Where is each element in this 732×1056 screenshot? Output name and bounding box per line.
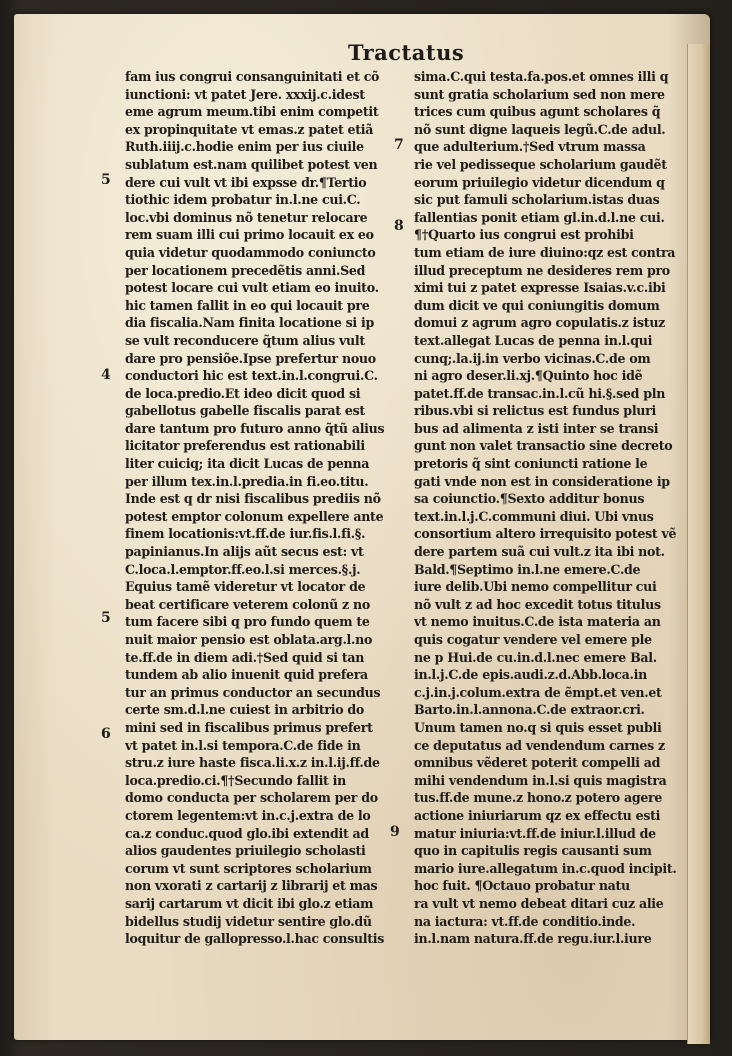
- text-line: ctorem legentem:vt in.c.j.extra de lo: [125, 807, 371, 823]
- text-line: sic put famuli scholarium.istas duas: [414, 192, 660, 208]
- text-line: ¶†Quarto ius congrui est prohibi: [414, 227, 634, 243]
- text-line: Unum tamen no.q si quis esset publi: [414, 719, 662, 735]
- text-line: ni agro deser.li.xj.¶Quinto hoc idẽ: [414, 368, 643, 384]
- text-line: se vult reconducere q̃tum alius vult: [125, 332, 365, 348]
- page-edge: [687, 44, 710, 1044]
- text-line: illud preceptum ne desideres rem pro: [414, 262, 670, 278]
- text-line: domo conducta per scholarem per do: [125, 790, 378, 806]
- text-line: tiothic idem probatur in.l.ne cui.C.: [125, 192, 361, 208]
- text-line: na iactura: vt.ff.de conditio.inde.: [414, 913, 636, 929]
- text-line: iunctioni: vt patet Jere. xxxij.c.idest: [125, 86, 365, 102]
- marginal-number: 5: [101, 610, 111, 626]
- text-line: dia fiscalia.Nam finita locatione si ip: [125, 315, 374, 331]
- text-line: eme agrum meum.tibi enim competit: [125, 104, 379, 120]
- marginal-number: 8: [394, 218, 404, 234]
- marginal-number: 5: [101, 172, 111, 188]
- text-line: hoc fuit. ¶Octauo probatur natu: [414, 878, 630, 894]
- text-line: nõ vult z ad hoc excedit totus titulus: [414, 596, 661, 612]
- text-line: vt patet in.l.si tempora.C.de fide in: [125, 737, 361, 753]
- text-line: dare tantum pro futuro anno q̃tũ alius: [125, 420, 385, 436]
- text-line: text.allegat Lucas de penna in.l.qui: [414, 332, 653, 348]
- text-line: fam ius congrui consanguinitati et cõ: [125, 69, 380, 84]
- text-line: tus.ff.de mune.z hono.z potero agere: [414, 790, 663, 806]
- text-line: ximi tui z patet expresse Isaias.v.c.ibi: [414, 280, 666, 296]
- marginal-number: 4: [101, 367, 111, 383]
- text-line: rie vel pedisseque scholarium gaudẽt: [414, 156, 667, 172]
- text-line: domui z agrum agro copulatis.z istuz: [414, 315, 666, 331]
- text-line: gabellotus gabelle fiscalis parat est: [125, 403, 365, 419]
- text-line: dere partem suã cui vult.z ita ibi not.: [414, 544, 665, 560]
- text-line: matur iniuria:vt.ff.de iniur.l.illud de: [414, 825, 656, 841]
- text-line: sunt gratia scholarium sed non mere: [414, 86, 665, 102]
- marginal-number: 9: [390, 824, 400, 840]
- text-line: beat certificare veterem colonũ z no: [125, 596, 370, 612]
- text-line: dum dicit ve qui coniungitis domum: [414, 297, 660, 313]
- text-line: potest locare cui vult etiam eo inuito.: [125, 280, 379, 296]
- text-line: non vxorati z cartarij z librarij et mas: [125, 878, 378, 894]
- left-text-column: [125, 68, 387, 948]
- text-line: finem locationis:vt.ff.de iur.fis.l.fi.§.: [125, 526, 366, 542]
- text-line: patet.ff.de transac.in.l.cũ hi.§.sed pln: [414, 385, 666, 401]
- text-line: text.in.l.j.C.communi diui. Ubi vnus: [414, 508, 654, 524]
- text-line: Bald.¶Septimo in.l.ne emere.C.de: [414, 561, 641, 577]
- text-line: C.loca.l.emptor.ff.eo.l.si merces.§.j.: [125, 561, 361, 577]
- text-line: mini sed in fiscalibus primus prefert: [125, 719, 373, 735]
- text-line: stru.z iure haste fisca.li.x.z in.l.ij.ff.de: [125, 755, 380, 771]
- text-line: ex propinquitate vt emas.z patet etiã: [125, 121, 374, 137]
- text-line: nuit maior pensio est oblata.arg.l.no: [125, 632, 373, 647]
- text-line: dare pro pensiõe.Ipse prefertur nouo: [125, 350, 376, 366]
- text-line: te.ff.de in diem adi.†Sed quid si tan: [125, 649, 365, 665]
- marginal-number: 7: [394, 137, 404, 153]
- text-line: nõ sunt digne laqueis legũ.C.de adul.: [414, 121, 666, 137]
- text-line: cunq;.la.ij.in verbo vicinas.C.de om: [414, 350, 651, 366]
- text-line: ca.z conduc.quod glo.ibi extendit ad: [125, 825, 369, 841]
- text-line: sa coiunctio.¶Sexto additur bonus: [414, 491, 645, 507]
- text-line: bus ad alimenta z isti inter se transi: [414, 420, 659, 436]
- text-line: consortium altero irrequisito potest vẽ: [414, 526, 677, 542]
- text-line: quia videtur quodammodo coniuncto: [125, 244, 376, 260]
- text-line: eorum priuilegio videtur dicendum q: [414, 174, 665, 190]
- text-line: pretoris q̃ sint coniuncti ratione le: [414, 456, 648, 472]
- right-text-column: [414, 68, 682, 948]
- text-line: certe sm.d.l.ne cuiest in arbitrio do: [125, 702, 364, 718]
- text-line: mihi vendendum in.l.si quis magistra: [414, 772, 667, 788]
- text-line: tundem ab alio inuenit quid prefera: [125, 667, 368, 683]
- text-line: gati vnde non est in consideratione ip: [414, 473, 670, 489]
- text-line: licitator preferendus est rationabili: [125, 438, 365, 454]
- text-line: hic tamen fallit in eo qui locauit pre: [125, 297, 370, 313]
- marginal-number: 6: [101, 726, 111, 742]
- text-line: sublatum est.nam quilibet potest ven: [125, 156, 378, 172]
- text-line: bidellus studij videtur sentire glo.dũ: [125, 913, 372, 929]
- text-line: iure delib.Ubi nemo compellitur cui: [414, 579, 657, 595]
- text-line: Equius tamẽ videretur vt locator de: [125, 579, 366, 595]
- text-line: per illum tex.in.l.predia.in fi.eo.titu.: [125, 473, 369, 489]
- text-line: ra vult vt nemo debeat ditari cuz alie: [414, 895, 664, 911]
- text-line: rem suam illi cui primo locauit ex eo: [125, 227, 374, 243]
- text-line: c.j.in.j.colum.extra de ẽmpt.et ven.et: [414, 684, 662, 700]
- text-line: tur an primus conductor an secundus: [125, 684, 381, 700]
- text-line: dere cui vult vt ibi expsse dr.¶Tertio: [125, 174, 367, 190]
- text-line: loc.vbi dominus nõ tenetur relocare: [125, 209, 368, 225]
- text-line: in.l.j.C.de epis.audi.z.d.Abb.loca.in: [414, 667, 647, 683]
- text-line: loca.predio.ci.¶†Secundo fallit in: [125, 772, 346, 788]
- text-line: quo in capitulis regis causanti sum: [414, 843, 652, 859]
- text-line: Inde est q dr nisi fiscalibus prediis nõ: [125, 491, 381, 507]
- text-line: que adulterium.†Sed vtrum massa: [414, 139, 646, 155]
- text-line: gunt non valet transactio sine decreto: [414, 438, 673, 454]
- text-line: conductori hic est text.in.l.congrui.C.: [125, 368, 378, 384]
- text-line: Barto.in.l.annona.C.de extraor.cri.: [414, 702, 645, 718]
- text-line: per locationem precedẽtis anni.Sed: [125, 262, 366, 278]
- text-line: ribus.vbi si relictus est fundus pluri: [414, 403, 656, 419]
- text-line: ce deputatus ad vendendum carnes z: [414, 737, 665, 753]
- text-line: tum etiam de iure diuino:qz est contra: [414, 244, 676, 260]
- text-line: mario iure.allegatum in.c.quod incipit.: [414, 860, 677, 876]
- text-line: omnibus vẽderet poterit compelli ad: [414, 755, 661, 771]
- text-line: sima.C.qui testa.fa.pos.et omnes illi q: [414, 69, 669, 84]
- text-line: loquitur de gallopresso.l.hac consultis: [125, 931, 385, 947]
- text-line: potest emptor colonum expellere ante: [125, 508, 384, 524]
- text-line: quis cogatur vendere vel emere ple: [414, 632, 652, 647]
- text-line: vt nemo inuitus.C.de ista materia an: [414, 614, 661, 630]
- text-line: fallentias ponit etiam gl.in.d.l.ne cui.: [414, 209, 665, 225]
- text-line: trices cum quibus agunt scholares q̃: [414, 104, 661, 120]
- text-line: sarij cartarum vt dicit ibi glo.z etiam: [125, 895, 374, 911]
- text-line: corum vt sunt scriptores scholarium: [125, 860, 372, 876]
- running-head: Tractatus: [348, 40, 465, 65]
- text-line: Ruth.iiij.c.hodie enim per ius ciuile: [125, 139, 364, 155]
- text-line: ne p Hui.de cu.in.d.l.nec emere Bal.: [414, 649, 657, 665]
- text-line: in.l.nam natura.ff.de regu.iur.l.iure: [414, 931, 652, 947]
- text-line: tum facere sibi q pro fundo quem te: [125, 614, 370, 630]
- text-line: liter cuiciq; ita dicit Lucas de penna: [125, 456, 370, 472]
- text-line: de loca.predio.Et ideo dicit quod si: [125, 385, 361, 401]
- text-line: papinianus.In alijs aũt secus est: vt: [125, 544, 364, 560]
- text-line: actione iniuriarum qz ex effectu esti: [414, 807, 661, 823]
- text-line: alios gaudentes priuilegio scholasti: [125, 843, 366, 859]
